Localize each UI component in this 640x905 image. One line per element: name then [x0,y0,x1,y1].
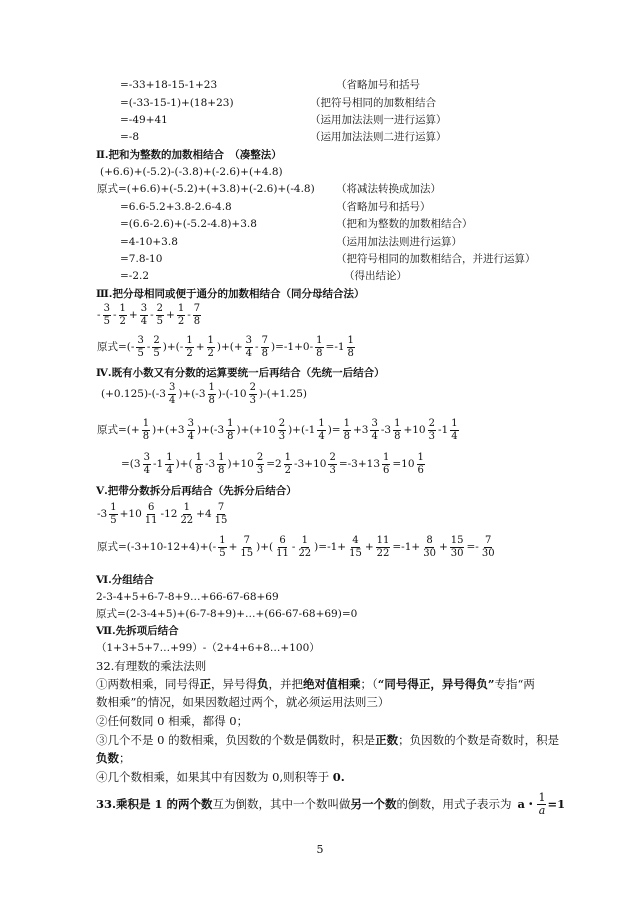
fraction: $\frac{7}{15}$ [214,502,228,526]
fraction: $\frac{1}{2}$ [177,303,185,327]
sec32-rule-4 [96,770,345,784]
text: ④几个数相乘，如果其中有因数为 0,则积等于 [96,770,333,784]
sec1-line-2: =(-33-15-1)+(18+23) [120,97,234,109]
sec2-line-2: =6.6-5.2+3.8-2.6-4.8 [120,201,232,213]
text: ；（ [360,677,378,691]
sec6-problem: 2-3-4+5+6-7-8+9…+66-67-68+69 [96,591,279,603]
fraction: $\frac{1}{8}$ [316,335,323,359]
fraction: $\frac{2}{5}$ [153,335,160,359]
sec2-heading: Ⅱ.把和为整数的加数相结合 （凑整法） [96,149,282,161]
fraction: $\frac{1}{2}$ [207,335,214,359]
sec32-title: 32.有理数的乘法法则 [96,659,207,673]
term: - [255,341,259,353]
fraction: $\frac{3}{4}$ [143,452,150,476]
fraction: $\frac{1}{2}$ [186,335,193,359]
fraction: $\frac{2}{3}$ [249,382,256,406]
fraction: $\frac{15}{30}$ [450,535,464,559]
page-number: 5 [316,843,324,856]
sec32-rule-2: ②任何数同 0 相乘，都得 0； [96,714,249,728]
sec5-problem [96,502,229,527]
emphasis: “同号得正，异号得负” [377,677,495,691]
term: - [112,309,117,321]
fraction: $\frac{1}{8}$ [347,335,354,359]
fraction: $\frac{3}{4}$ [245,335,253,359]
fraction: $\frac{3}{5}$ [103,303,110,327]
term: -1 [437,424,449,436]
sec1-line-1: =-33+18-15-1+23 [120,79,218,91]
sec6-solution: 原式=(2-3-4+5)+(6-7-8+9)+…+(66-67-68+69)=0 [96,608,358,620]
term: + [438,541,448,553]
term: )-(-10 [217,388,247,400]
fraction: $\frac{1}{4}$ [318,418,325,442]
term: )+( [175,458,193,470]
fraction: $\frac{2}{3}$ [428,418,435,442]
term: - [187,309,191,321]
sec2-note-3: （把和为整数的加数相结合） [336,218,473,230]
sec2-note-4: （运用加法法则进行运算） [336,236,462,248]
term: - [146,341,151,353]
sec3-problem [96,303,202,328]
text: ①两数相乘，同号得 [96,677,200,691]
sec3-solution [96,335,356,360]
term: + [166,309,175,321]
sec2-line-6: =-2.2 [120,270,150,282]
term: +10 [119,508,142,520]
fraction: $\frac{7}{30}$ [481,535,495,559]
text: ，异号得 [211,677,257,691]
text: ； [119,751,131,765]
emphasis: 正 [199,677,211,691]
term: )+(+ [216,341,243,353]
term: =-3+13 [338,458,380,470]
fraction: $\frac{1}{5}$ [219,535,226,559]
sec32-rule-1 [96,677,535,691]
term: )+(+10 [236,424,276,436]
term: )+(-1 [288,424,316,436]
sec33-definition [96,792,565,817]
term: (+0.125)-(-3 [101,388,166,400]
sec2-line-3: =(6.6-2.6)+(-5.2-4.8)+3.8 [120,218,257,230]
fraction: $\frac{1}{8}$ [208,382,215,406]
term: )=-1+0- [270,341,314,353]
fraction: $\frac{6}{11}$ [276,535,289,559]
fraction: $\frac{1}{a}$ [538,791,546,817]
fraction: $\frac{1}{8}$ [142,418,150,442]
term: + [364,541,374,553]
sec2-problem: (+6.6)+(-5.2)-(-3.8)+(-2.6)+(+4.8) [100,166,283,178]
fraction: $\frac{7}{15}$ [240,535,254,559]
term: =(3 [121,458,141,470]
term: )+(- [162,341,184,353]
fraction: $\frac{3}{4}$ [187,418,194,442]
term: 原式=(+ [97,424,140,436]
term: =-1+ [392,541,421,553]
term: -3 [204,458,216,470]
fraction: $\frac{6}{11}$ [144,502,158,526]
term: 原式=(- [97,341,135,353]
sec1-note-4: （运用加法法则二进行运算） [310,131,447,143]
emphasis: 绝对值相乘 [303,677,361,691]
sec7-problem: （1+3+5+7…+99）-（2+4+6+8…+100） [96,642,320,654]
sec1-note-2: （把符号相同的加数相结合 [310,97,436,109]
term: 原式=(-3+10-12+4)+(- [97,541,217,553]
emphasis: 33.乘积是 1 的两个数 [96,797,213,811]
emphasis: 另一个数 [350,797,397,811]
emphasis: 负数 [96,751,119,765]
text: 的倒数，用式子表示为 [396,797,512,811]
fraction: $\frac{1}{5}$ [110,502,117,526]
text: 互为倒数，其中一个数叫做 [212,797,351,811]
fraction: $\frac{8}{30}$ [423,535,436,559]
fraction: $\frac{1}{22}$ [298,535,312,559]
term: -3 [380,424,392,436]
fraction: $\frac{1}{6}$ [417,452,424,476]
term: =2 [266,458,282,470]
fraction: $\frac{7}{8}$ [193,303,201,327]
term: )+( [256,541,274,553]
sec4-solution-1 [96,418,460,443]
sec2-line-1: 原式=(+6.6)+(-5.2)+(+3.8)+(-2.6)+(-4.8) [97,183,315,195]
fraction: $\frac{1}{4}$ [166,452,173,476]
term: -3 [97,508,108,520]
fraction: $\frac{2}{5}$ [156,303,163,327]
term: - [291,541,296,553]
fraction: $\frac{1}{8}$ [218,452,225,476]
term: + [128,309,138,321]
term: + [195,341,205,353]
sec4-solution-2 [120,452,426,477]
fraction: $\frac{3}{4}$ [371,418,378,442]
emphasis: 正数 [375,733,399,747]
fraction: $\frac{1}{8}$ [195,452,202,476]
sec32-rule-3 [96,733,559,747]
fraction: $\frac{11}{22}$ [376,535,390,559]
term: )+(-3 [178,388,206,400]
text: ③几个不是 0 的数相乘，负因数的个数是偶数时，积是 [96,733,376,747]
term: -12 [160,508,178,520]
emphasis: 负 [257,677,269,691]
sec1-note-1: （省略加号和括号 [336,79,420,91]
sec32-rule-3-cont [96,751,131,765]
term: )+(-3 [196,424,225,436]
sec2-note-5: （把符号相同的加数相结合，并进行运算） [336,253,536,265]
term: -3+10 [294,458,327,470]
term: )+(+3 [152,424,185,436]
emphasis: 0. [332,770,345,784]
term: - [150,309,154,321]
sec1-line-4: =-8 [120,131,140,143]
sec5-solution [96,535,497,560]
term: + [228,541,238,553]
fraction: $\frac{3}{4}$ [140,303,148,327]
text: ；负因数的个数是奇数时，积是 [398,733,560,747]
fraction: $\frac{3}{4}$ [168,382,176,406]
sec3-heading: Ⅲ.把分母相同或便于通分的加数相结合（同分母结合法） [96,288,365,300]
fraction: $\frac{2}{3}$ [278,418,286,442]
sec2-note-6: （得出结论） [344,270,407,282]
term: -1 [152,458,164,470]
term: =10 [392,458,415,470]
formula-a: a・ [517,797,537,811]
sec4-heading: Ⅳ.既有小数又有分数的运算要统一后再结合（先统一后结合） [96,367,385,379]
sec1-line-3: =-49+41 [120,114,168,126]
sec2-line-5: =7.8-10 [120,253,163,265]
sec6-heading: Ⅵ.分组结合 [96,574,154,586]
sec32-rule-1-cont: 数相乘”的情况，如果因数超过两个，就必须运用法则三） [96,695,390,709]
fraction: $\frac{2}{3}$ [329,452,336,476]
sec5-heading: Ⅴ.把带分数拆分后再结合（先拆分后结合） [96,485,297,497]
term: +3 [352,424,369,436]
sec2-note-1: （将减法转换成加法） [336,183,441,195]
term: )= [327,424,341,436]
term: +10 [403,424,426,436]
fraction: $\frac{1}{2}$ [284,452,292,476]
term: )-(+1.25) [258,388,307,400]
fraction: $\frac{2}{3}$ [256,452,264,476]
fraction: $\frac{1}{22}$ [180,502,194,526]
fraction: $\frac{1}{8}$ [394,418,401,442]
sec2-note-2: （省略加号和括号） [336,201,431,213]
term: =- [466,541,479,553]
fraction: $\frac{1}{6}$ [383,452,390,476]
term: +4 [196,508,212,520]
sec4-problem [100,382,308,407]
sec7-heading: Ⅶ.先拆项后结合 [96,625,179,637]
text: 专指“两 [494,677,535,691]
text: ，并把 [268,677,303,691]
fraction: $\frac{1}{8}$ [343,418,350,442]
fraction: $\frac{4}{15}$ [349,535,362,559]
sec1-note-3: （运用加法法则一进行运算） [310,114,447,126]
sec2-line-4: =4-10+3.8 [120,236,178,248]
fraction: $\frac{1}{8}$ [227,418,234,442]
fraction: $\frac{1}{4}$ [451,418,458,442]
term: - [97,309,101,321]
fraction: $\frac{7}{8}$ [261,335,268,359]
term: )=-1+ [314,541,347,553]
term: =-1 [325,341,345,353]
fraction: $\frac{1}{2}$ [119,303,126,327]
formula-eq: =1 [547,797,566,811]
fraction: $\frac{3}{5}$ [137,335,144,359]
term: )+10 [227,458,254,470]
